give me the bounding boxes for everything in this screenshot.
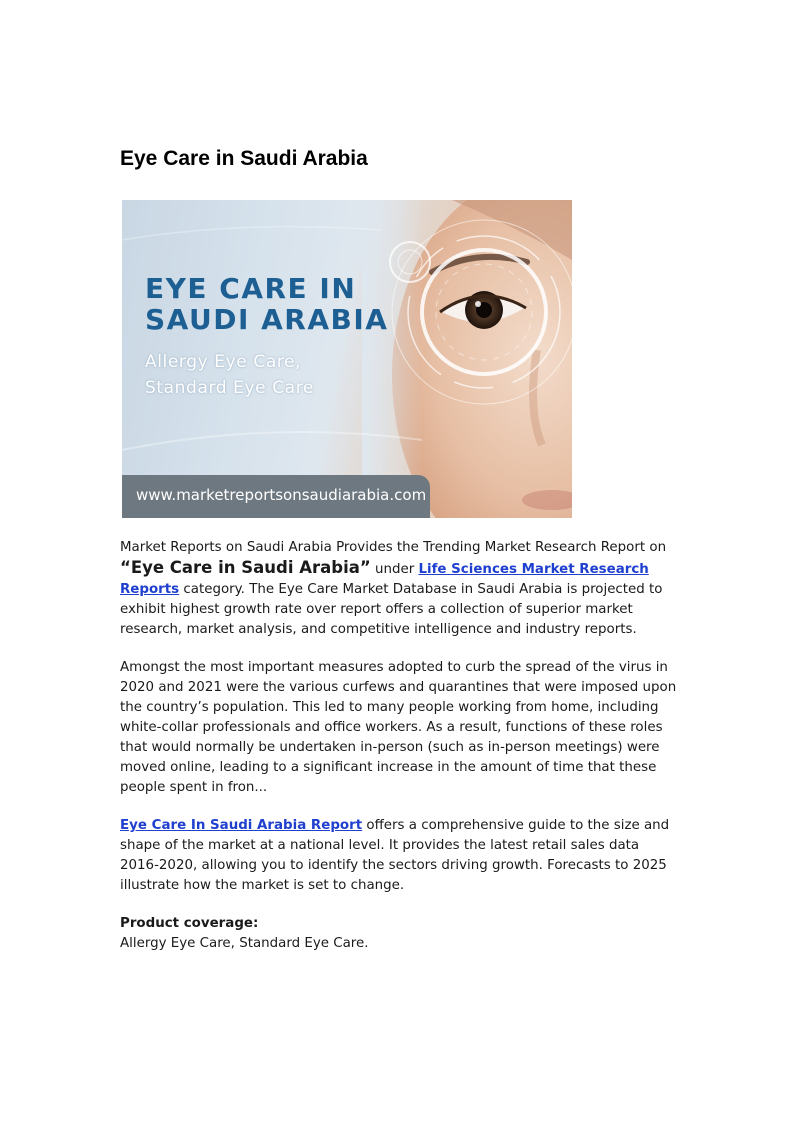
banner-headline xyxy=(145,273,565,335)
banner-subtitle-line1: Allergy Eye Care, xyxy=(145,352,302,372)
banner-subtitle xyxy=(145,349,314,401)
product-coverage-text: Allergy Eye Care, Standard Eye Care. xyxy=(120,936,369,951)
intro-text-before: Market Reports on Saudi Arabia Provides the Trending Market Research Report on xyxy=(120,540,667,555)
page-title: Eye Care in Saudi Arabia xyxy=(120,147,368,170)
intro-paragraph xyxy=(120,538,680,640)
hero-banner-image xyxy=(122,200,572,518)
intro-text-after: category. The Eye Care Market Database in Saudi Arabia is projected to exhibit highest growth rate over report offers a collection of superior market research, market analysis, and competitive intelligence and industry reports. xyxy=(120,582,663,637)
report-paragraph xyxy=(120,816,680,896)
product-coverage-title: Product coverage: xyxy=(120,916,259,931)
product-coverage xyxy=(120,914,680,954)
banner-headline-line1: EYE CARE IN xyxy=(145,272,357,305)
report-link[interactable]: Eye Care In Saudi Arabia Report xyxy=(120,818,363,833)
banner-headline-line2: SAUDI ARABIA xyxy=(145,303,389,336)
intro-text-under: under xyxy=(370,562,419,577)
article-body xyxy=(120,538,680,972)
banner-url-bar xyxy=(122,475,430,518)
banner-subtitle-line2: Standard Eye Care xyxy=(145,378,314,398)
category-link[interactable]: Life Sciences Market Research Reports xyxy=(120,562,649,597)
covid-paragraph: Amongst the most important measures adopted to curb the spread of the virus in 2020 and 2021 were the various curfews and quarantines that were imposed upon the country’s population. This led to many people working from home, including white-collar professionals and office workers. As a result, functions of these roles that would normally be undertaken in-person (such as in-person meetings) were moved online, leading to a significant increase in the amount of time that these people spent in fron... xyxy=(120,660,677,795)
report-name: “Eye Care in Saudi Arabia” xyxy=(120,558,371,577)
report-paragraph-text: offers a comprehensive guide to the size and shape of the market at a national level. It provides the latest retail sales data 2016-2020, allowing you to identify the sectors driving growth. Forecasts to 2025 illustrate how the market is set to change. xyxy=(120,818,670,893)
banner-url-text: www.marketreportsonsaudiarabia.com xyxy=(136,486,427,504)
